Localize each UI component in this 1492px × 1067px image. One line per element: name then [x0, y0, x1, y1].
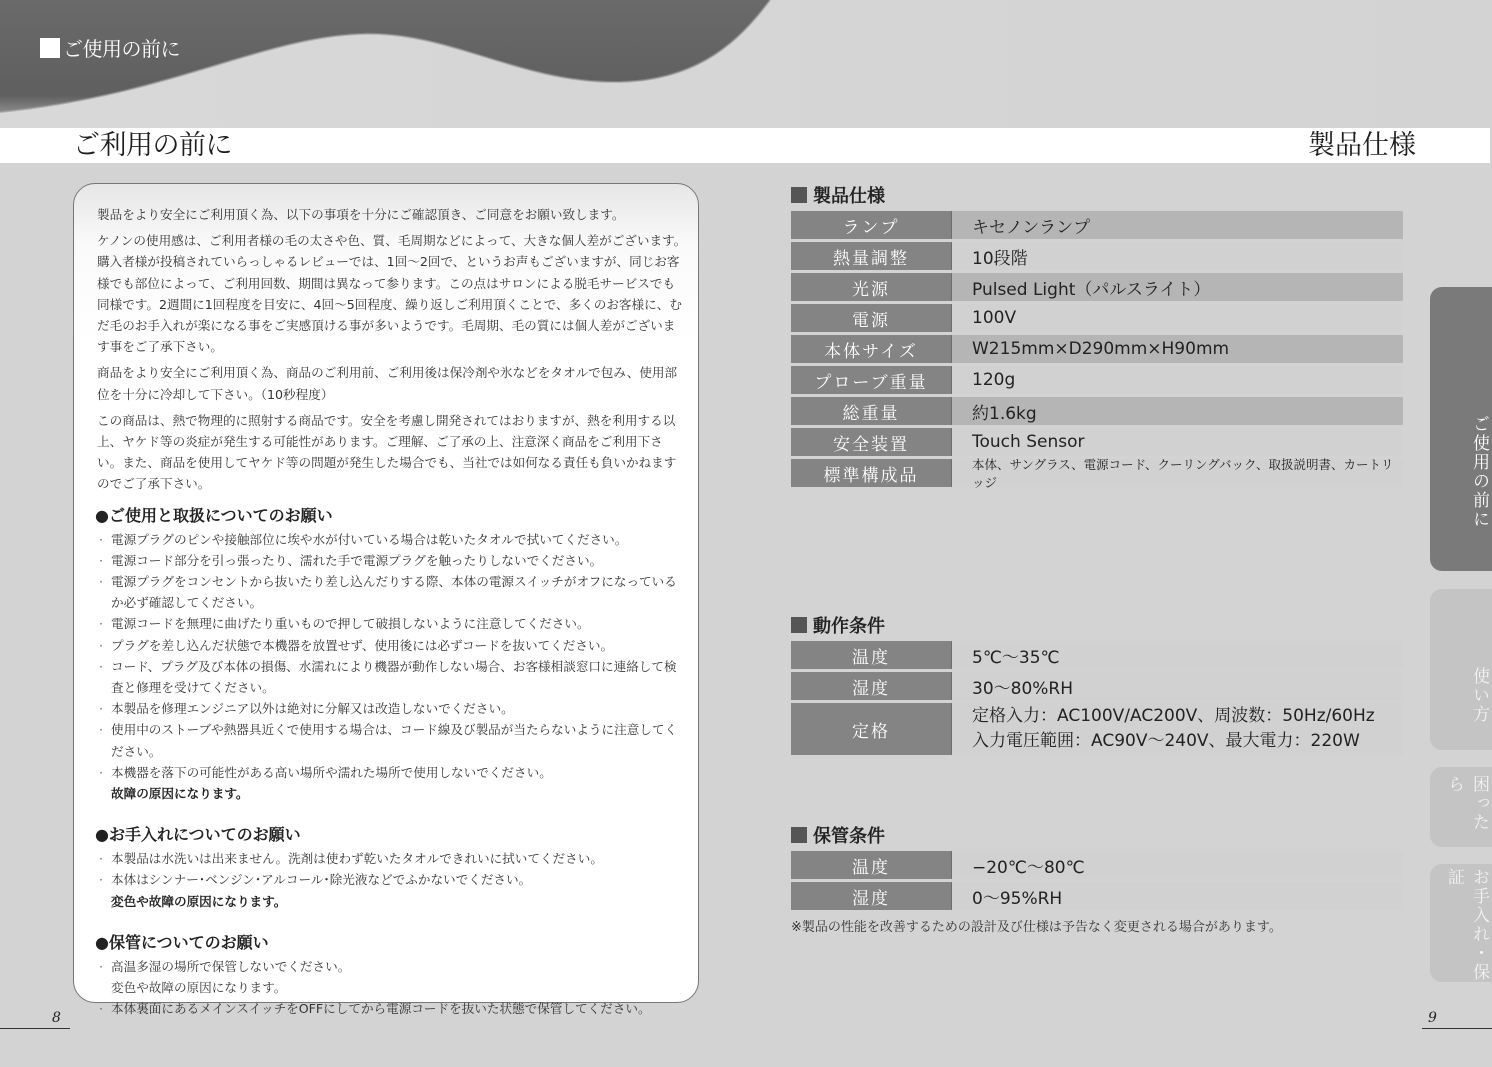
spec-row — [791, 335, 1403, 363]
spec-label: 光源 — [791, 273, 952, 301]
page-number-right: 9 — [1428, 1010, 1437, 1026]
side-tab-troubleshooting[interactable]: 困ったら — [1430, 767, 1492, 847]
storage-heading: ●保管についてのお願い — [95, 932, 269, 952]
page-rule-right — [1422, 1028, 1492, 1029]
spec-change-note: ※製品の性能を改善するための設計及び仕様は予告なく変更される場合があります。 — [791, 920, 1282, 935]
spec-row — [791, 304, 1403, 332]
square-icon — [791, 617, 807, 633]
square-icon — [791, 827, 807, 843]
operating-conditions-section — [791, 612, 1403, 755]
spec-value: 約1.6kg — [952, 397, 1403, 425]
usage-item: · 電源コードを無理に曲げたり重いもので押して破損しないように注意してください。 — [97, 613, 687, 634]
side-tab-before-use[interactable]: ご使用の前に — [1430, 287, 1492, 571]
spec-row — [791, 211, 1403, 239]
spec-row — [791, 882, 1403, 910]
spec-label: ランプ — [791, 211, 952, 239]
spec-value: 10段階 — [952, 242, 1403, 270]
spec-value: −20℃～80℃ — [952, 851, 1403, 879]
spec-value: キセノンランプ — [952, 211, 1403, 239]
spec-value: Touch Sensor — [952, 428, 1403, 456]
spec-label: 本体サイズ — [791, 335, 952, 363]
spec-row — [791, 457, 1403, 490]
usage-item: · 電源プラグのピンや接触部位に埃や水が付いている場合は乾いたタオルで拭いてください。 — [97, 529, 687, 550]
usage-item: · 使用中のストーブや熱器具近くで使用する場合は、コード線及び製品が当たらないように注意してください。 — [97, 719, 687, 761]
spec-label: 標準構成品 — [791, 459, 952, 487]
notice-box — [73, 183, 699, 1017]
storage-item: · 高温多湿の場所で保管しないでください。 — [97, 956, 687, 977]
spec-label: 電源 — [791, 304, 952, 332]
spec-value: 100V — [952, 304, 1403, 332]
rated-input-line: 定格入力：AC100V/AC200V、周波数：50Hz/60Hz — [972, 706, 1375, 726]
spec-row — [791, 428, 1403, 456]
spec-label: 総重量 — [791, 397, 952, 425]
usage-item: · 本製品を修理エンジニア以外は絶対に分解又は改造しないでください。 — [97, 698, 687, 719]
product-specs-heading: 製品仕様 — [791, 182, 1403, 208]
storage-conditions-heading: 保管条件 — [791, 822, 1403, 848]
page-title-right: 製品仕様 — [1308, 130, 1416, 161]
notice-intro: 製品をより安全にご利用頂く為、以下の事項を十分にご確認頂き、ご同意をお願い致します。 — [97, 207, 625, 222]
usage-item: · プラグを差し込んだ状態で本機器を放置せず、使用後には必ずコードを抜いてください。 — [97, 635, 687, 656]
usage-item: · 本機器を落下の可能性がある高い場所や濡れた場所で使用しないでください。 — [97, 762, 687, 783]
section-tag — [40, 33, 180, 62]
spec-value: 5℃～35℃ — [952, 641, 1403, 669]
spec-value: 本体、サングラス、電源コード、クーリングバック、取扱説明書、カートリッジ — [952, 459, 1403, 487]
spec-row — [791, 366, 1403, 394]
storage-item: · 本体裏面にあるメインスイッチをOFFにしてから電源コードを抜いた状態で保管してください。 — [97, 998, 687, 1019]
side-tab-how-to-use[interactable]: 使い方 — [1430, 589, 1492, 750]
spec-value — [952, 703, 1403, 755]
spec-label: 湿度 — [791, 882, 952, 910]
spec-row — [791, 397, 1403, 425]
spec-row — [791, 242, 1403, 270]
spec-label: 湿度 — [791, 672, 952, 700]
care-item: · 本体はシンナー･ベンジン･アルコール･除光液などでふかないでください。 — [97, 869, 687, 890]
spec-value: W215mm×D290mm×H90mm — [952, 335, 1403, 363]
care-item: · 本製品は水洗いは出来ません。洗剤は使わず乾いたタオルできれいに拭いてください。 — [97, 848, 687, 869]
spec-value: 30～80%RH — [952, 672, 1403, 700]
spec-label: 安全装置 — [791, 428, 952, 456]
spec-row — [791, 641, 1403, 669]
usage-heading: ●ご使用と取扱についてのお願い — [95, 505, 333, 525]
product-specs-section — [791, 182, 1403, 490]
operating-conditions-heading: 動作条件 — [791, 612, 1403, 638]
side-tab-care-warranty[interactable]: お手入れ・保証 — [1430, 864, 1492, 982]
square-icon — [791, 187, 807, 203]
usage-item: · コード、プラグ及び本体の損傷、水濡れにより機器が動作しない場合、お客様相談窓口に連絡して検査と修理を受けてください。 — [97, 656, 687, 698]
page-rule-left — [0, 1028, 70, 1029]
usage-warning: 故障の原因になります。 — [111, 786, 249, 802]
notice-paragraph: ケノンの使用感は、ご利用者様の毛の太さや色、質、毛周期などによって、大きな個人差がございます。購入者様が投稿されていらっしゃるレビューでは、1回～2回で、というお声もございますが、同じお客様でも部位によって、ご利用回数、期間は異なって参ります。この点はサロンによる脱毛サービスでも同様です。2週間に1回程度を目安に、4回～5回程度、繰り返しご利用頂くことで、多くのお客様に、むだ毛のお手入れが楽になる事をご実感頂ける事が多いようです。毛周期、毛の質には個人差がございます事をご了承下さい。 — [97, 233, 687, 355]
spec-value: 0～95%RH — [952, 882, 1403, 910]
spec-label: プローブ重量 — [791, 366, 952, 394]
spec-label: 温度 — [791, 851, 952, 879]
spec-row — [791, 703, 1403, 755]
page-number-left: 8 — [52, 1010, 61, 1026]
care-heading: ●お手入れについてのお願い — [95, 825, 301, 845]
spec-label: 熱量調整 — [791, 242, 952, 270]
spec-row — [791, 273, 1403, 301]
voltage-range-line: 入力電圧範囲：AC90V～240V、最大電力：220W — [972, 731, 1360, 751]
usage-item: · 電源プラグをコンセントから抜いたり差し込んだりする際、本体の電源スイッチがオフになっているか必ず確認してください。 — [97, 571, 687, 613]
usage-item: · 電源コード部分を引っ張ったり、濡れた手で電源プラグを触ったりしないでください。 — [97, 550, 687, 571]
spec-row — [791, 672, 1403, 700]
spec-row — [791, 851, 1403, 879]
section-tag-label: ご使用の前に — [63, 37, 180, 61]
notice-paragraph: 商品をより安全にご利用頂く為、商品のご利用前、ご利用後は保冷剤や氷などをタオルで包み、使用部位を十分に冷却して下さい。（10秒程度） — [97, 365, 678, 402]
spec-label: 温度 — [791, 641, 952, 669]
storage-conditions-section — [791, 822, 1403, 935]
spec-value: Pulsed Light（パルスライト） — [952, 273, 1403, 301]
notice-paragraph: この商品は、熱で物理的に照射する商品です。安全を考慮し開発されてはおりますが、熱を利用する以上、ヤケド等の炎症が発生する可能性があります。ご理解、ご了承の上、注意深く商品をご利用下さい。また、商品を使用してヤケド等の問題が発生した場合でも、当社では如何なる責任も負いかねますのでご了承下さい。 — [97, 412, 677, 492]
page-title-left: ご利用の前に — [73, 130, 232, 161]
care-warning: 変色や故障の原因になります。 — [111, 893, 287, 909]
header-wave-graphic — [0, 0, 1492, 128]
spec-value: 120g — [952, 366, 1403, 394]
storage-note: 変色や故障の原因になります。 — [111, 980, 287, 996]
spec-label: 定格 — [791, 703, 952, 755]
square-icon — [40, 38, 60, 58]
